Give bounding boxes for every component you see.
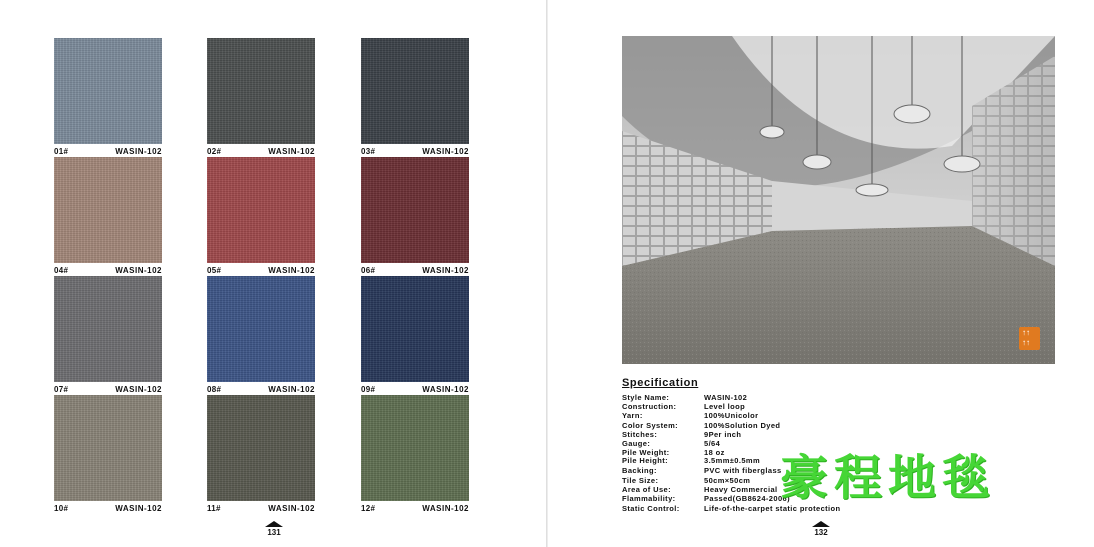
- spec-label: Construction:: [622, 402, 677, 411]
- swatch-code: 12#: [361, 504, 376, 513]
- swatch-model: WASIN-102: [422, 504, 469, 513]
- right-page: [548, 0, 1094, 547]
- page-number-right: [806, 521, 836, 537]
- swatch-03[interactable]: [361, 38, 469, 156]
- spec-label: Style Name:: [622, 393, 670, 402]
- swatch-code: 02#: [207, 147, 222, 156]
- swatch-code: 10#: [54, 504, 69, 513]
- spec-value: 18 oz: [704, 448, 725, 457]
- swatch-code: 04#: [54, 266, 69, 275]
- spec-label: Flammability:: [622, 494, 676, 503]
- swatch-07[interactable]: [54, 276, 162, 394]
- page-marker-icon: [265, 521, 283, 527]
- spec-label: Gauge:: [622, 439, 651, 448]
- swatch-12[interactable]: [361, 395, 469, 513]
- spec-value: Life-of-the-carpet static protection: [704, 504, 841, 513]
- spec-value: Passed(GB8624-2006): [704, 494, 790, 503]
- spec-value: Heavy Commercial: [704, 485, 778, 494]
- spec-value: 100%Unicolor: [704, 411, 759, 420]
- swatch-model: WASIN-102: [422, 385, 469, 394]
- page-number-left: [259, 521, 289, 537]
- brand-watermark: 豪程地毯: [780, 450, 997, 506]
- swatch-code: 05#: [207, 266, 222, 275]
- swatch-model: WASIN-102: [268, 147, 315, 156]
- swatch-tile: [54, 276, 162, 382]
- swatch-tile: [207, 276, 315, 382]
- spec-label: Area of Use:: [622, 485, 671, 494]
- spec-value: 50cm×50cm: [704, 476, 751, 485]
- swatch-tile: [361, 38, 469, 144]
- swatch-code: 11#: [207, 504, 221, 513]
- spec-value: PVC with fiberglass: [704, 466, 782, 475]
- swatch-tile: [54, 395, 162, 501]
- swatch-05[interactable]: [207, 157, 315, 275]
- swatch-tile: [207, 157, 315, 263]
- swatch-tile: [54, 157, 162, 263]
- spec-label: Backing:: [622, 466, 657, 475]
- room-scene-illustration: [622, 36, 1055, 364]
- swatch-tile: [361, 395, 469, 501]
- swatch-tile: [54, 38, 162, 144]
- spec-label: Yarn:: [622, 411, 643, 420]
- swatch-01[interactable]: [54, 38, 162, 156]
- swatch-04[interactable]: [54, 157, 162, 275]
- swatch-model: WASIN-102: [115, 266, 162, 275]
- swatch-tile: [207, 395, 315, 501]
- spec-label: Pile Height:: [622, 456, 669, 465]
- swatch-model: WASIN-102: [268, 266, 315, 275]
- spec-label: Tile Size:: [622, 476, 659, 485]
- swatch-model: WASIN-102: [422, 266, 469, 275]
- swatch-11[interactable]: [207, 395, 315, 513]
- swatch-code: 06#: [361, 266, 376, 275]
- swatch-model: WASIN-102: [115, 385, 162, 394]
- swatch-model: WASIN-102: [268, 385, 315, 394]
- page-marker-icon: [812, 521, 830, 527]
- page-number-text: 131: [267, 528, 281, 537]
- swatch-02[interactable]: [207, 38, 315, 156]
- swatch-model: WASIN-102: [115, 504, 162, 513]
- swatch-08[interactable]: [207, 276, 315, 394]
- swatch-model: WASIN-102: [268, 504, 315, 513]
- swatch-code: 03#: [361, 147, 376, 156]
- spec-value: WASIN-102: [704, 393, 748, 402]
- swatch-tile: [361, 276, 469, 382]
- swatch-model: WASIN-102: [115, 147, 162, 156]
- up-arrows-icon: ↑↑ ↑↑: [1019, 327, 1040, 350]
- swatch-code: 07#: [54, 385, 69, 394]
- swatch-tile: [207, 38, 315, 144]
- spec-value: 100%Solution Dyed: [704, 421, 781, 430]
- swatch-code: 09#: [361, 385, 376, 394]
- room-scene-image: [622, 36, 1055, 364]
- swatch-tile: [361, 157, 469, 263]
- swatch-code: 01#: [54, 147, 69, 156]
- swatch-09[interactable]: [361, 276, 469, 394]
- swatch-10[interactable]: [54, 395, 162, 513]
- page-number-text: 132: [814, 528, 828, 537]
- spec-label: Color System:: [622, 421, 679, 430]
- spec-title: Specification: [622, 377, 699, 389]
- spec-value: 5/64: [704, 439, 721, 448]
- spec-value: 9Per inch: [704, 430, 742, 439]
- spec-value: Level loop: [704, 402, 746, 411]
- spec-label: Static Control:: [622, 504, 680, 513]
- spec-label: Pile Weight:: [622, 448, 670, 457]
- swatch-model: WASIN-102: [422, 147, 469, 156]
- swatch-06[interactable]: [361, 157, 469, 275]
- spec-value: 3.5mm±0.5mm: [704, 456, 761, 465]
- swatch-code: 08#: [207, 385, 222, 394]
- spec-label: Stitches:: [622, 430, 658, 439]
